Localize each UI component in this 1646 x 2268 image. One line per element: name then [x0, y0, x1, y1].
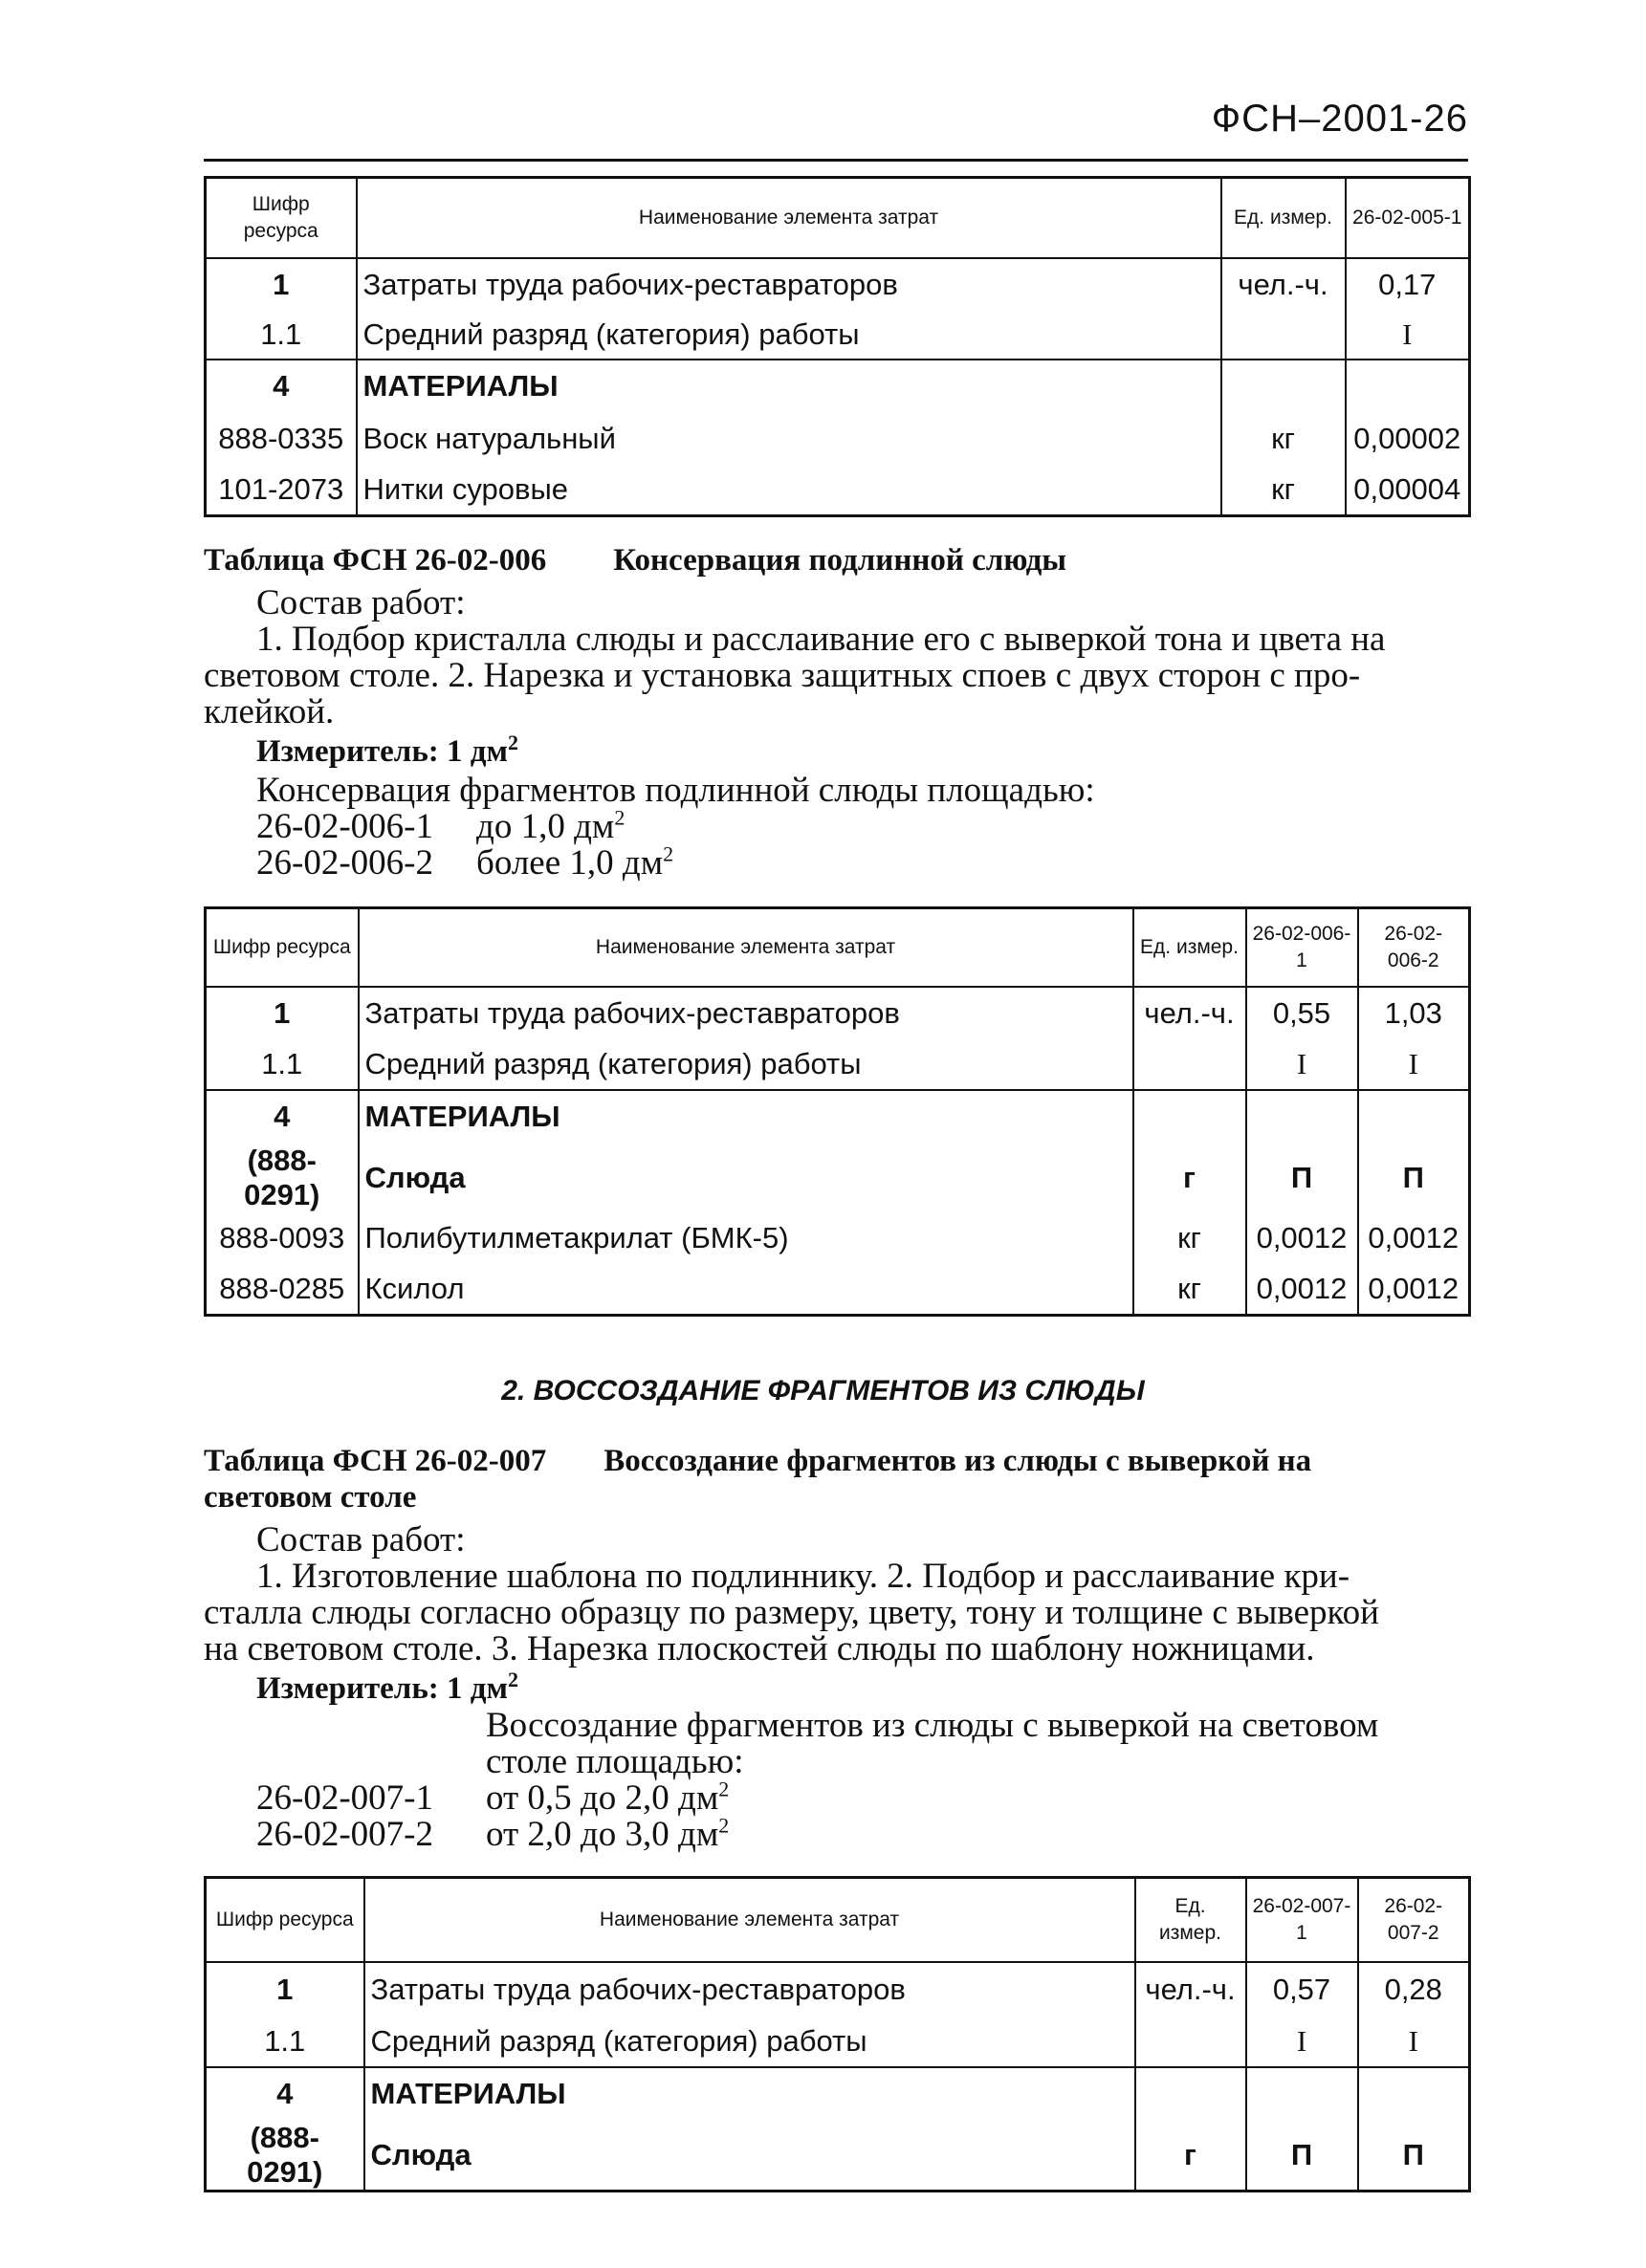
cell-unit: кг — [1221, 465, 1346, 516]
col-header-value: 26-02-006-2 — [1358, 908, 1470, 987]
table-row — [206, 360, 1470, 413]
scope-item — [256, 1777, 730, 1818]
cell-unit: чел.-ч. — [1221, 258, 1346, 312]
cell-value: 0,0012 — [1358, 1264, 1470, 1316]
cell-unit: кг — [1221, 413, 1346, 465]
cell-value: I — [1346, 312, 1470, 360]
cell-unit: чел.-ч. — [1135, 1962, 1246, 2017]
scope-intro: Консервация фрагментов подлинной слюды площадью: — [256, 771, 1095, 810]
cell-name: МАТЕРИАЛЫ — [357, 360, 1221, 413]
composition-text-line: на световом столе. 3. Нарезка плоскостей слюды по шаблону ножницами. — [204, 1629, 1315, 1668]
scope-item — [256, 805, 625, 846]
cell-value: 0,0012 — [1358, 1212, 1470, 1264]
cell-value: П — [1358, 1144, 1470, 1212]
cell-code: 4 — [206, 360, 357, 413]
cell-name: Затраты труда рабочих-реставраторов — [357, 258, 1221, 312]
table-row — [206, 258, 1470, 312]
col-header-value: 26-02-007-2 — [1358, 1878, 1470, 1962]
scope-item — [256, 1813, 730, 1854]
cell-code: 888-0285 — [206, 1264, 359, 1316]
composition-label: Состав работ: — [256, 583, 466, 622]
scope-code: 26-02-006-2 — [256, 843, 433, 883]
cell-unit — [1133, 1090, 1246, 1144]
col-header-code: Шифр ресурса — [206, 908, 359, 987]
composition-text-line: клейкой. — [204, 692, 335, 731]
cell-value: 0,0012 — [1246, 1264, 1358, 1316]
composition-text-line: 1. Подбор кристалла слюды и расслаивание его с выверкой тона и цвета на — [256, 620, 1386, 659]
meter — [256, 731, 518, 770]
table-title-006 — [204, 543, 1066, 578]
table-row — [206, 1264, 1470, 1316]
cell-value: 0,0012 — [1246, 1212, 1358, 1264]
col-header-value: 26-02-007-1 — [1246, 1878, 1358, 1962]
cell-name: Средний разряд (категория) работы — [364, 2017, 1135, 2067]
cell-unit: кг — [1133, 1264, 1246, 1316]
cell-value — [1358, 1090, 1470, 1144]
scope-code: 26-02-007-1 — [256, 1778, 433, 1818]
scope-text: от 2,0 до 3,0 дм — [486, 1815, 719, 1854]
scope-sup: 2 — [663, 841, 674, 866]
meter-sup: 2 — [507, 1668, 518, 1691]
cell-unit — [1221, 360, 1346, 413]
meter-label: Измеритель: 1 дм — [256, 734, 508, 769]
cell-value: 0,00004 — [1346, 465, 1470, 516]
cell-value: 0,17 — [1346, 258, 1470, 312]
composition-label: Состав работ: — [256, 1520, 466, 1559]
scope-sup: 2 — [718, 1777, 730, 1801]
col-header-name: Наименование элемента затрат — [364, 1878, 1135, 1962]
cell-code: (888-0291) — [206, 2121, 364, 2192]
table-title-007 — [204, 1444, 1468, 1479]
cell-code: 4 — [206, 1090, 359, 1144]
cell-name: Воск натуральный — [357, 413, 1221, 465]
cell-name: Затраты труда рабочих-реставраторов — [364, 1962, 1135, 2017]
cell-value: 0,00002 — [1346, 413, 1470, 465]
running-head: ФСН–2001-26 — [1211, 98, 1468, 140]
table-row — [206, 465, 1470, 516]
scope-code: 26-02-006-1 — [256, 807, 433, 846]
cell-value — [1246, 1090, 1358, 1144]
table-row — [206, 312, 1470, 360]
header-rule — [204, 159, 1468, 162]
table-row — [206, 2121, 1470, 2192]
col-header-code: Шифр ресурса — [206, 1878, 364, 1962]
resource-table-005 — [204, 176, 1471, 517]
cell-value: П — [1246, 1144, 1358, 1212]
section-heading: 2. ВОССОЗДАНИЕ ФРАГМЕНТОВ ИЗ СЛЮДЫ — [501, 1375, 1145, 1407]
cell-code: 1.1 — [206, 1040, 359, 1090]
meter-label: Измеритель: 1 дм — [256, 1671, 508, 1706]
cell-value: I — [1246, 1040, 1358, 1090]
scope-item — [256, 841, 674, 883]
cell-value: I — [1246, 2017, 1358, 2067]
cell-name: Ксилол — [359, 1264, 1133, 1316]
meter-sup: 2 — [507, 731, 518, 754]
cell-name: Полибутилметакрилат (БМК-5) — [359, 1212, 1133, 1264]
composition-text-line: 1. Изготовление шаблона по подлиннику. 2. Подбор и расслаивание кри- — [256, 1557, 1350, 1596]
cell-value — [1346, 360, 1470, 413]
scope-text: более 1,0 дм — [476, 843, 664, 883]
cell-value: I — [1358, 1040, 1470, 1090]
cell-value: 0,57 — [1246, 1962, 1358, 2017]
table-row — [206, 987, 1470, 1040]
cell-value: П — [1246, 2121, 1358, 2192]
cell-unit: г — [1135, 2121, 1246, 2192]
scope-text: от 0,5 до 2,0 дм — [486, 1778, 719, 1818]
cell-unit: чел.-ч. — [1133, 987, 1246, 1040]
cell-value — [1246, 2067, 1358, 2121]
table-row — [206, 2067, 1470, 2121]
scope-sup: 2 — [718, 1813, 730, 1838]
scope-code: 26-02-007-2 — [256, 1815, 433, 1854]
col-header-unit: Ед. измер. — [1221, 178, 1346, 258]
cell-unit — [1135, 2067, 1246, 2121]
cell-name: Средний разряд (категория) работы — [359, 1040, 1133, 1090]
table-row — [206, 413, 1470, 465]
col-header-code: Шифр ресурса — [206, 178, 357, 258]
cell-value: 0,28 — [1358, 1962, 1470, 2017]
resource-table-006 — [204, 906, 1471, 1317]
cell-code: 888-0093 — [206, 1212, 359, 1264]
table-label: Таблица ФСН 26-02-006 — [204, 543, 547, 578]
col-header-value: 26-02-006-1 — [1246, 908, 1358, 987]
col-header-unit: Ед. измер. — [1133, 908, 1246, 987]
cell-name: Нитки суровые — [357, 465, 1221, 516]
cell-value: П — [1358, 2121, 1470, 2192]
cell-unit — [1133, 1040, 1246, 1090]
resource-table-007 — [204, 1876, 1471, 2192]
cell-name: Средний разряд (категория) работы — [357, 312, 1221, 360]
cell-unit — [1135, 2017, 1246, 2067]
table-row — [206, 1090, 1470, 1144]
cell-unit: г — [1133, 1144, 1246, 1212]
cell-unit: кг — [1133, 1212, 1246, 1264]
table-row — [206, 1040, 1470, 1090]
table-row — [206, 1144, 1470, 1212]
col-header-name: Наименование элемента затрат — [357, 178, 1221, 258]
table-caption: Воссоздание фрагментов из слюды с выверкой на — [604, 1444, 1312, 1478]
col-header-unit: Ед. измер. — [1135, 1878, 1246, 1962]
meter — [256, 1668, 518, 1707]
col-header-value: 26-02-005-1 — [1346, 178, 1470, 258]
cell-code: 1 — [206, 258, 357, 312]
cell-value: 1,03 — [1358, 987, 1470, 1040]
scope-intro: столе площадью: — [486, 1742, 744, 1781]
cell-code: 1.1 — [206, 312, 357, 360]
cell-code: 1 — [206, 1962, 364, 2017]
cell-value — [1358, 2067, 1470, 2121]
cell-code: 1.1 — [206, 2017, 364, 2067]
col-header-name: Наименование элемента затрат — [359, 908, 1133, 987]
cell-name: Слюда — [359, 1144, 1133, 1212]
cell-name: МАТЕРИАЛЫ — [364, 2067, 1135, 2121]
cell-code: 888-0335 — [206, 413, 357, 465]
cell-code: 1 — [206, 987, 359, 1040]
composition-text-line: сталла слюды согласно образцу по размеру, цвету, тону и толщине с выверкой — [204, 1593, 1379, 1632]
cell-name: Слюда — [364, 2121, 1135, 2192]
cell-code: (888-0291) — [206, 1144, 359, 1212]
cell-code: 101-2073 — [206, 465, 357, 516]
table-label: Таблица ФСН 26-02-007 — [204, 1444, 547, 1478]
cell-value: 0,55 — [1246, 987, 1358, 1040]
scope-intro: Воссоздание фрагментов из слюды с выверкой на световом — [486, 1706, 1379, 1745]
table-row — [206, 1212, 1470, 1264]
cell-name: МАТЕРИАЛЫ — [359, 1090, 1133, 1144]
table-caption-line2: световом столе — [204, 1480, 417, 1515]
scope-sup: 2 — [614, 805, 625, 830]
cell-unit — [1221, 312, 1346, 360]
cell-value: I — [1358, 2017, 1470, 2067]
cell-code: 4 — [206, 2067, 364, 2121]
cell-name: Затраты труда рабочих-реставраторов — [359, 987, 1133, 1040]
table-caption: Консервация подлинной слюды — [613, 543, 1067, 578]
table-row — [206, 2017, 1470, 2067]
table-row — [206, 1962, 1470, 2017]
scope-text: до 1,0 дм — [476, 807, 615, 846]
composition-text-line: световом столе. 2. Нарезка и установка защитных споев с двух сторон с про- — [204, 656, 1361, 695]
